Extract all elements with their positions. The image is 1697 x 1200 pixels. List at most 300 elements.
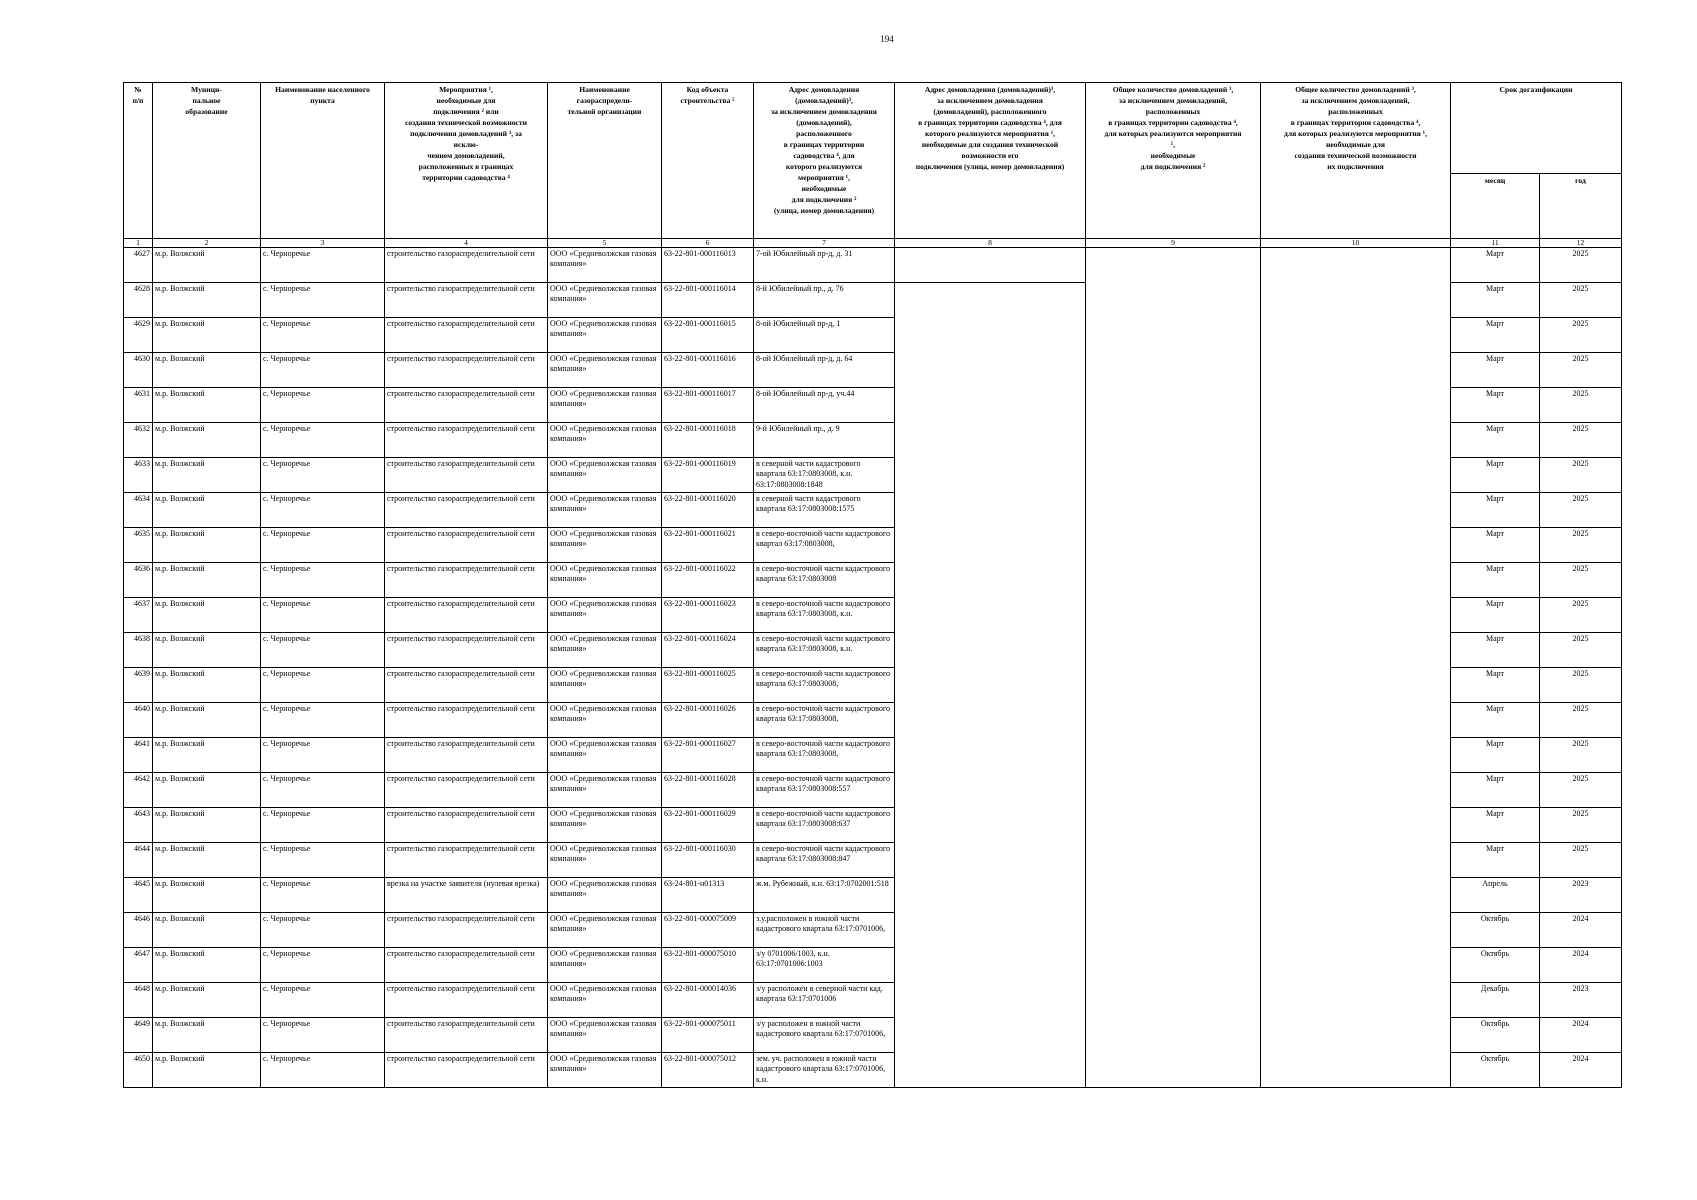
- address-tech-cell: [895, 598, 1086, 633]
- settlement-cell: с. Черноречье: [261, 703, 385, 738]
- address-tech-cell: [895, 843, 1086, 878]
- count-connection-cell: [1086, 248, 1261, 283]
- event-cell: строительство газораспределительной сети: [385, 248, 548, 283]
- object-code-cell: 63-22-801-000116027: [662, 738, 754, 773]
- object-code-cell: 63-22-801-000014036: [662, 983, 754, 1018]
- municipality-cell: м.р. Волжский: [153, 283, 261, 318]
- table-row: [124, 283, 1622, 318]
- settlement-cell: с. Черноречье: [261, 843, 385, 878]
- object-code-cell: 63-24-801-н01313: [662, 878, 754, 913]
- address-cell: в северо-восточной части кадастрового квартала 63:17:0803008, к.н.: [754, 633, 895, 668]
- address-cell: в северо-восточной части кадастрового квартала 63:17:0803008,: [754, 668, 895, 703]
- event-cell: строительство газораспределительной сети: [385, 843, 548, 878]
- column-number: 8: [895, 239, 1086, 248]
- table-row: [124, 633, 1622, 668]
- year-cell: 2025: [1540, 703, 1622, 738]
- municipality-cell: м.р. Волжский: [153, 423, 261, 458]
- month-cell: Апрель: [1451, 878, 1540, 913]
- municipality-cell: м.р. Волжский: [153, 353, 261, 388]
- object-code-cell: 63-22-801-000075009: [662, 913, 754, 948]
- table-row: [124, 773, 1622, 808]
- header-month: месяц: [1451, 174, 1540, 239]
- address-tech-cell: [895, 913, 1086, 948]
- municipality-cell: м.р. Волжский: [153, 563, 261, 598]
- count-tech-cell: [1261, 598, 1451, 633]
- address-cell: в северо-восточной части кадастрового квартала 63:17:0803008:637: [754, 808, 895, 843]
- count-connection-cell: [1086, 808, 1261, 843]
- count-tech-cell: [1261, 353, 1451, 388]
- event-cell: строительство газораспределительной сети: [385, 493, 548, 528]
- table-row: [124, 1018, 1622, 1053]
- address-cell: в северо-восточной части кадастрового квартал 63:17:0803008,: [754, 528, 895, 563]
- address-cell: з/у 0701006/1003, к.н. 63:17:0701006:1003: [754, 948, 895, 983]
- settlement-cell: с. Черноречье: [261, 773, 385, 808]
- settlement-cell: с. Черноречье: [261, 353, 385, 388]
- month-cell: Март: [1451, 423, 1540, 458]
- object-code-cell: 63-22-801-000116025: [662, 668, 754, 703]
- organization-cell: ООО «Средневолжская газовая компания»: [548, 353, 662, 388]
- column-number: 9: [1086, 239, 1261, 248]
- column-number: 4: [385, 239, 548, 248]
- address-tech-cell: [895, 948, 1086, 983]
- year-cell: 2025: [1540, 633, 1622, 668]
- count-connection-cell: [1086, 633, 1261, 668]
- header-count-tech: Общее количество домовладений ³, за исключением домовладений, расположенных в границах территории садоводства ⁴, для которых реализуются мероприятия ¹, необходимые для создания технической возможности их подключения: [1261, 83, 1451, 239]
- count-connection-cell: [1086, 738, 1261, 773]
- event-cell: строительство газораспределительной сети: [385, 703, 548, 738]
- settlement-cell: с. Черноречье: [261, 528, 385, 563]
- month-cell: Март: [1451, 528, 1540, 563]
- address-cell: в северной части кадастрового квартала 63:17:0803008:1575: [754, 493, 895, 528]
- municipality-cell: м.р. Волжский: [153, 318, 261, 353]
- month-cell: Март: [1451, 388, 1540, 423]
- count-tech-cell: [1261, 843, 1451, 878]
- year-cell: 2025: [1540, 423, 1622, 458]
- month-cell: Март: [1451, 563, 1540, 598]
- count-tech-cell: [1261, 948, 1451, 983]
- settlement-cell: с. Черноречье: [261, 563, 385, 598]
- organization-cell: ООО «Средневолжская газовая компания»: [548, 423, 662, 458]
- row-number: 4650: [124, 1053, 153, 1088]
- row-number: 4647: [124, 948, 153, 983]
- municipality-cell: м.р. Волжский: [153, 878, 261, 913]
- address-tech-cell: [895, 773, 1086, 808]
- count-connection-cell: [1086, 563, 1261, 598]
- organization-cell: ООО «Средневолжская газовая компания»: [548, 458, 662, 493]
- address-cell: з/у расположен в северной части кад. квартала 63:17:0701006: [754, 983, 895, 1018]
- address-cell: 8-ой Юбилейный пр-д, 1: [754, 318, 895, 353]
- month-cell: Март: [1451, 248, 1540, 283]
- month-cell: Март: [1451, 283, 1540, 318]
- count-tech-cell: [1261, 283, 1451, 318]
- header-municipality: Муници- пальное образование: [153, 83, 261, 239]
- address-tech-cell: [895, 248, 1086, 283]
- month-cell: Март: [1451, 633, 1540, 668]
- header-events: Мероприятия ¹, необходимые для подключения ² или создания технической возможности подключения домовладений ³, за исклю- чением домовладений, расположенных в границах территории садоводства ⁴: [385, 83, 548, 239]
- column-number-row: [124, 239, 1622, 248]
- organization-cell: ООО «Средневолжская газовая компания»: [548, 388, 662, 423]
- header-count-connection: Общее количество домовладений ³, за исключением домовладений, расположенных в границах территории садоводства ⁴, для которых реализуются мероприятия ¹, необходимые для подключения ²: [1086, 83, 1261, 239]
- column-number: 10: [1261, 239, 1451, 248]
- object-code-cell: 63-22-801-000116029: [662, 808, 754, 843]
- settlement-cell: с. Черноречье: [261, 423, 385, 458]
- address-cell: 8-ой Юбилейный пр-д, уч.44: [754, 388, 895, 423]
- month-cell: Октябрь: [1451, 1053, 1540, 1088]
- count-tech-cell: [1261, 633, 1451, 668]
- event-cell: строительство газораспределительной сети: [385, 598, 548, 633]
- year-cell: 2025: [1540, 248, 1622, 283]
- month-cell: Март: [1451, 458, 1540, 493]
- table-row: [124, 738, 1622, 773]
- row-number: 4635: [124, 528, 153, 563]
- row-number: 4631: [124, 388, 153, 423]
- table-row: [124, 528, 1622, 563]
- address-tech-cell: [895, 633, 1086, 668]
- row-number: 4644: [124, 843, 153, 878]
- header-address-connection: Адрес домовладения (домовладений)³, за исключением домовладения (домовладений), расположенного в границах территории садоводства ⁴, для которого реализуются мероприятия ¹, необходимые для подключения ² (улица, номер домовладения): [754, 83, 895, 239]
- object-code-cell: 63-22-801-000075010: [662, 948, 754, 983]
- month-cell: Декабрь: [1451, 983, 1540, 1018]
- row-number: 4646: [124, 913, 153, 948]
- address-tech-cell: [895, 563, 1086, 598]
- address-cell: в северо-восточной части кадастрового квартала 63:17:0803008,: [754, 703, 895, 738]
- count-connection-cell: [1086, 1053, 1261, 1088]
- year-cell: 2025: [1540, 563, 1622, 598]
- month-cell: Март: [1451, 808, 1540, 843]
- table-row: [124, 703, 1622, 738]
- object-code-cell: 63-22-801-000116014: [662, 283, 754, 318]
- row-number: 4641: [124, 738, 153, 773]
- municipality-cell: м.р. Волжский: [153, 458, 261, 493]
- organization-cell: ООО «Средневолжская газовая компания»: [548, 913, 662, 948]
- count-tech-cell: [1261, 1018, 1451, 1053]
- object-code-cell: 63-22-801-000116022: [662, 563, 754, 598]
- row-number: 4629: [124, 318, 153, 353]
- address-tech-cell: [895, 388, 1086, 423]
- address-tech-cell: [895, 703, 1086, 738]
- address-tech-cell: [895, 318, 1086, 353]
- municipality-cell: м.р. Волжский: [153, 1053, 261, 1088]
- table-row: [124, 563, 1622, 598]
- row-number: 4643: [124, 808, 153, 843]
- table-row: [124, 878, 1622, 913]
- settlement-cell: с. Черноречье: [261, 878, 385, 913]
- column-number: 12: [1540, 239, 1622, 248]
- settlement-cell: с. Черноречье: [261, 1018, 385, 1053]
- year-cell: 2025: [1540, 353, 1622, 388]
- row-number: 4630: [124, 353, 153, 388]
- municipality-cell: м.р. Волжский: [153, 808, 261, 843]
- organization-cell: ООО «Средневолжская газовая компания»: [548, 668, 662, 703]
- event-cell: строительство газораспределительной сети: [385, 738, 548, 773]
- month-cell: Март: [1451, 773, 1540, 808]
- year-cell: 2025: [1540, 668, 1622, 703]
- municipality-cell: м.р. Волжский: [153, 703, 261, 738]
- count-connection-cell: [1086, 1018, 1261, 1053]
- settlement-cell: с. Черноречье: [261, 983, 385, 1018]
- event-cell: строительство газораспределительной сети: [385, 458, 548, 493]
- object-code-cell: 63-22-801-000116016: [662, 353, 754, 388]
- count-tech-cell: [1261, 423, 1451, 458]
- column-number: 2: [153, 239, 261, 248]
- organization-cell: ООО «Средневолжская газовая компания»: [548, 563, 662, 598]
- count-tech-cell: [1261, 388, 1451, 423]
- organization-cell: ООО «Средневолжская газовая компания»: [548, 598, 662, 633]
- settlement-cell: с. Черноречье: [261, 738, 385, 773]
- municipality-cell: м.р. Волжский: [153, 668, 261, 703]
- count-tech-cell: [1261, 983, 1451, 1018]
- year-cell: 2025: [1540, 598, 1622, 633]
- row-number: 4627: [124, 248, 153, 283]
- column-number: 6: [662, 239, 754, 248]
- address-cell: з/у расположен в южной части кадастрового квартала 63:17:0701006,: [754, 1018, 895, 1053]
- event-cell: строительство газораспределительной сети: [385, 773, 548, 808]
- address-tech-cell: [895, 878, 1086, 913]
- year-cell: 2025: [1540, 283, 1622, 318]
- count-connection-cell: [1086, 878, 1261, 913]
- event-cell: строительство газораспределительной сети: [385, 668, 548, 703]
- object-code-cell: 63-22-801-000116023: [662, 598, 754, 633]
- settlement-cell: с. Черноречье: [261, 913, 385, 948]
- address-tech-cell: [895, 1018, 1086, 1053]
- year-cell: 2025: [1540, 388, 1622, 423]
- settlement-cell: с. Черноречье: [261, 808, 385, 843]
- table-body: [124, 248, 1622, 1088]
- count-tech-cell: [1261, 808, 1451, 843]
- settlement-cell: с. Черноречье: [261, 458, 385, 493]
- object-code-cell: 63-22-801-000116021: [662, 528, 754, 563]
- settlement-cell: с. Черноречье: [261, 318, 385, 353]
- month-cell: Март: [1451, 738, 1540, 773]
- count-tech-cell: [1261, 528, 1451, 563]
- object-code-cell: 63-22-801-000116013: [662, 248, 754, 283]
- year-cell: 2024: [1540, 913, 1622, 948]
- count-tech-cell: [1261, 668, 1451, 703]
- row-number: 4628: [124, 283, 153, 318]
- address-tech-cell: [895, 1053, 1086, 1088]
- address-cell: з.у.расположен в южной части кадастрового квартала 63:17:0701006,: [754, 913, 895, 948]
- event-cell: строительство газораспределительной сети: [385, 528, 548, 563]
- municipality-cell: м.р. Волжский: [153, 633, 261, 668]
- month-cell: Март: [1451, 598, 1540, 633]
- event-cell: строительство газораспределительной сети: [385, 913, 548, 948]
- table-row: [124, 318, 1622, 353]
- settlement-cell: с. Черноречье: [261, 248, 385, 283]
- count-connection-cell: [1086, 528, 1261, 563]
- object-code-cell: 63-22-801-000116018: [662, 423, 754, 458]
- year-cell: 2025: [1540, 318, 1622, 353]
- year-cell: 2025: [1540, 843, 1622, 878]
- month-cell: Март: [1451, 703, 1540, 738]
- count-connection-cell: [1086, 283, 1261, 318]
- address-tech-cell: [895, 528, 1086, 563]
- settlement-cell: с. Черноречье: [261, 1053, 385, 1088]
- address-tech-cell: [895, 458, 1086, 493]
- address-cell: 9-й Юбилейный пр., д. 9: [754, 423, 895, 458]
- count-tech-cell: [1261, 773, 1451, 808]
- address-cell: в северо-восточной части кадастрового квартала 63:17:0803008,: [754, 738, 895, 773]
- event-cell: строительство газораспределительной сети: [385, 983, 548, 1018]
- table-row: [124, 843, 1622, 878]
- count-connection-cell: [1086, 948, 1261, 983]
- month-cell: Март: [1451, 668, 1540, 703]
- event-cell: строительство газораспределительной сети: [385, 388, 548, 423]
- address-cell: 8-й Юбилейный пр., д. 76: [754, 283, 895, 318]
- municipality-cell: м.р. Волжский: [153, 598, 261, 633]
- municipality-cell: м.р. Волжский: [153, 843, 261, 878]
- municipality-cell: м.р. Волжский: [153, 983, 261, 1018]
- address-cell: зем. уч. расположен в южной части кадастрового квартала 63:17:0701006, к.н.: [754, 1053, 895, 1088]
- year-cell: 2025: [1540, 808, 1622, 843]
- page-number: 194: [880, 34, 894, 44]
- count-tech-cell: [1261, 1053, 1451, 1088]
- organization-cell: ООО «Средневолжская газовая компания»: [548, 808, 662, 843]
- address-tech-cell: [895, 283, 1086, 318]
- count-connection-cell: [1086, 388, 1261, 423]
- row-number: 4649: [124, 1018, 153, 1053]
- object-code-cell: 63-22-801-000116026: [662, 703, 754, 738]
- count-connection-cell: [1086, 493, 1261, 528]
- settlement-cell: с. Черноречье: [261, 493, 385, 528]
- object-code-cell: 63-22-801-000075012: [662, 1053, 754, 1088]
- organization-cell: ООО «Средневолжская газовая компания»: [548, 703, 662, 738]
- row-number: 4638: [124, 633, 153, 668]
- month-cell: Октябрь: [1451, 913, 1540, 948]
- year-cell: 2025: [1540, 528, 1622, 563]
- event-cell: врезка на участке заявителя (нулевая врезка): [385, 878, 548, 913]
- address-tech-cell: [895, 983, 1086, 1018]
- organization-cell: ООО «Средневолжская газовая компания»: [548, 318, 662, 353]
- count-tech-cell: [1261, 738, 1451, 773]
- organization-cell: ООО «Средневолжская газовая компания»: [548, 633, 662, 668]
- organization-cell: ООО «Средневолжская газовая компания»: [548, 528, 662, 563]
- month-cell: Март: [1451, 843, 1540, 878]
- organization-cell: ООО «Средневолжская газовая компания»: [548, 248, 662, 283]
- count-tech-cell: [1261, 703, 1451, 738]
- month-cell: Март: [1451, 493, 1540, 528]
- row-number: 4632: [124, 423, 153, 458]
- municipality-cell: м.р. Волжский: [153, 738, 261, 773]
- municipality-cell: м.р. Волжский: [153, 528, 261, 563]
- year-cell: 2024: [1540, 1018, 1622, 1053]
- organization-cell: ООО «Средневолжская газовая компания»: [548, 738, 662, 773]
- object-code-cell: 63-22-801-000116015: [662, 318, 754, 353]
- count-tech-cell: [1261, 458, 1451, 493]
- address-cell: ж.м. Рубежный, к.н. 63:17:0702001:518: [754, 878, 895, 913]
- year-cell: 2023: [1540, 983, 1622, 1018]
- count-connection-cell: [1086, 773, 1261, 808]
- count-connection-cell: [1086, 598, 1261, 633]
- year-cell: 2025: [1540, 738, 1622, 773]
- object-code-cell: 63-22-801-000116024: [662, 633, 754, 668]
- count-tech-cell: [1261, 318, 1451, 353]
- row-number: 4640: [124, 703, 153, 738]
- address-tech-cell: [895, 808, 1086, 843]
- organization-cell: ООО «Средневолжская газовая компания»: [548, 1053, 662, 1088]
- count-connection-cell: [1086, 353, 1261, 388]
- address-cell: в северной части кадастрового квартала 63:17:0803008, к.н. 63:17:0803008:1848: [754, 458, 895, 493]
- municipality-cell: м.р. Волжский: [153, 913, 261, 948]
- event-cell: строительство газораспределительной сети: [385, 563, 548, 598]
- header-year: год: [1540, 174, 1622, 239]
- event-cell: строительство газораспределительной сети: [385, 283, 548, 318]
- event-cell: строительство газораспределительной сети: [385, 808, 548, 843]
- count-tech-cell: [1261, 493, 1451, 528]
- column-number: 5: [548, 239, 662, 248]
- count-connection-cell: [1086, 703, 1261, 738]
- address-cell: в северо-восточной части кадастрового квартала 63:17:0803008, к.н.: [754, 598, 895, 633]
- column-number: 1: [124, 239, 153, 248]
- address-cell: в северо-восточной части кадастрового квартала 63:17:0803008: [754, 563, 895, 598]
- row-number: 4639: [124, 668, 153, 703]
- month-cell: Октябрь: [1451, 948, 1540, 983]
- settlement-cell: с. Черноречье: [261, 598, 385, 633]
- table-row: [124, 423, 1622, 458]
- gasification-table: [123, 82, 1622, 1088]
- year-cell: 2023: [1540, 878, 1622, 913]
- header-row-number: № п/п: [124, 83, 153, 239]
- organization-cell: ООО «Средневолжская газовая компания»: [548, 843, 662, 878]
- address-tech-cell: [895, 423, 1086, 458]
- municipality-cell: м.р. Волжский: [153, 948, 261, 983]
- address-tech-cell: [895, 493, 1086, 528]
- month-cell: Март: [1451, 353, 1540, 388]
- table-row: [124, 353, 1622, 388]
- object-code-cell: 63-22-801-000116020: [662, 493, 754, 528]
- year-cell: 2025: [1540, 493, 1622, 528]
- column-number: 7: [754, 239, 895, 248]
- municipality-cell: м.р. Волжский: [153, 388, 261, 423]
- address-cell: в северо-восточной части кадастрового квартала 63:17:0803008:557: [754, 773, 895, 808]
- count-connection-cell: [1086, 318, 1261, 353]
- header-address-tech: Адрес домовладения (домовладений)³, за исключением домовладения (домовладений), расположенного в границах территории садоводства ⁴, для которого реализуются мероприятия ¹, необходимые для создания технической возможности его подключения (улица, номер домовладения): [895, 83, 1086, 239]
- object-code-cell: 63-22-801-000116017: [662, 388, 754, 423]
- event-cell: строительство газораспределительной сети: [385, 318, 548, 353]
- organization-cell: ООО «Средневолжская газовая компания»: [548, 773, 662, 808]
- organization-cell: ООО «Средневолжская газовая компания»: [548, 983, 662, 1018]
- event-cell: строительство газораспределительной сети: [385, 1018, 548, 1053]
- municipality-cell: м.р. Волжский: [153, 248, 261, 283]
- header-organization: Наименование газораспредели- тельной организации: [548, 83, 662, 239]
- table-row: [124, 1053, 1622, 1088]
- table-row: [124, 948, 1622, 983]
- count-connection-cell: [1086, 458, 1261, 493]
- column-number: 11: [1451, 239, 1540, 248]
- address-cell: 8-ой Юбилейный пр-д, д. 64: [754, 353, 895, 388]
- count-connection-cell: [1086, 843, 1261, 878]
- event-cell: строительство газораспределительной сети: [385, 948, 548, 983]
- count-tech-cell: [1261, 878, 1451, 913]
- settlement-cell: с. Черноречье: [261, 388, 385, 423]
- table-row: [124, 493, 1622, 528]
- address-cell: в северо-восточной части кадастрового квартала 63:17:0803008:847: [754, 843, 895, 878]
- header-object-code: Код объекта строительства ⁵: [662, 83, 754, 239]
- address-tech-cell: [895, 668, 1086, 703]
- count-connection-cell: [1086, 913, 1261, 948]
- year-cell: 2025: [1540, 773, 1622, 808]
- organization-cell: ООО «Средневолжская газовая компания»: [548, 1018, 662, 1053]
- count-connection-cell: [1086, 983, 1261, 1018]
- object-code-cell: 63-22-801-000116028: [662, 773, 754, 808]
- organization-cell: ООО «Средневолжская газовая компания»: [548, 283, 662, 318]
- event-cell: строительство газораспределительной сети: [385, 633, 548, 668]
- event-cell: строительство газораспределительной сети: [385, 353, 548, 388]
- address-tech-cell: [895, 353, 1086, 388]
- table-row: [124, 668, 1622, 703]
- row-number: 4648: [124, 983, 153, 1018]
- count-tech-cell: [1261, 563, 1451, 598]
- address-tech-cell: [895, 738, 1086, 773]
